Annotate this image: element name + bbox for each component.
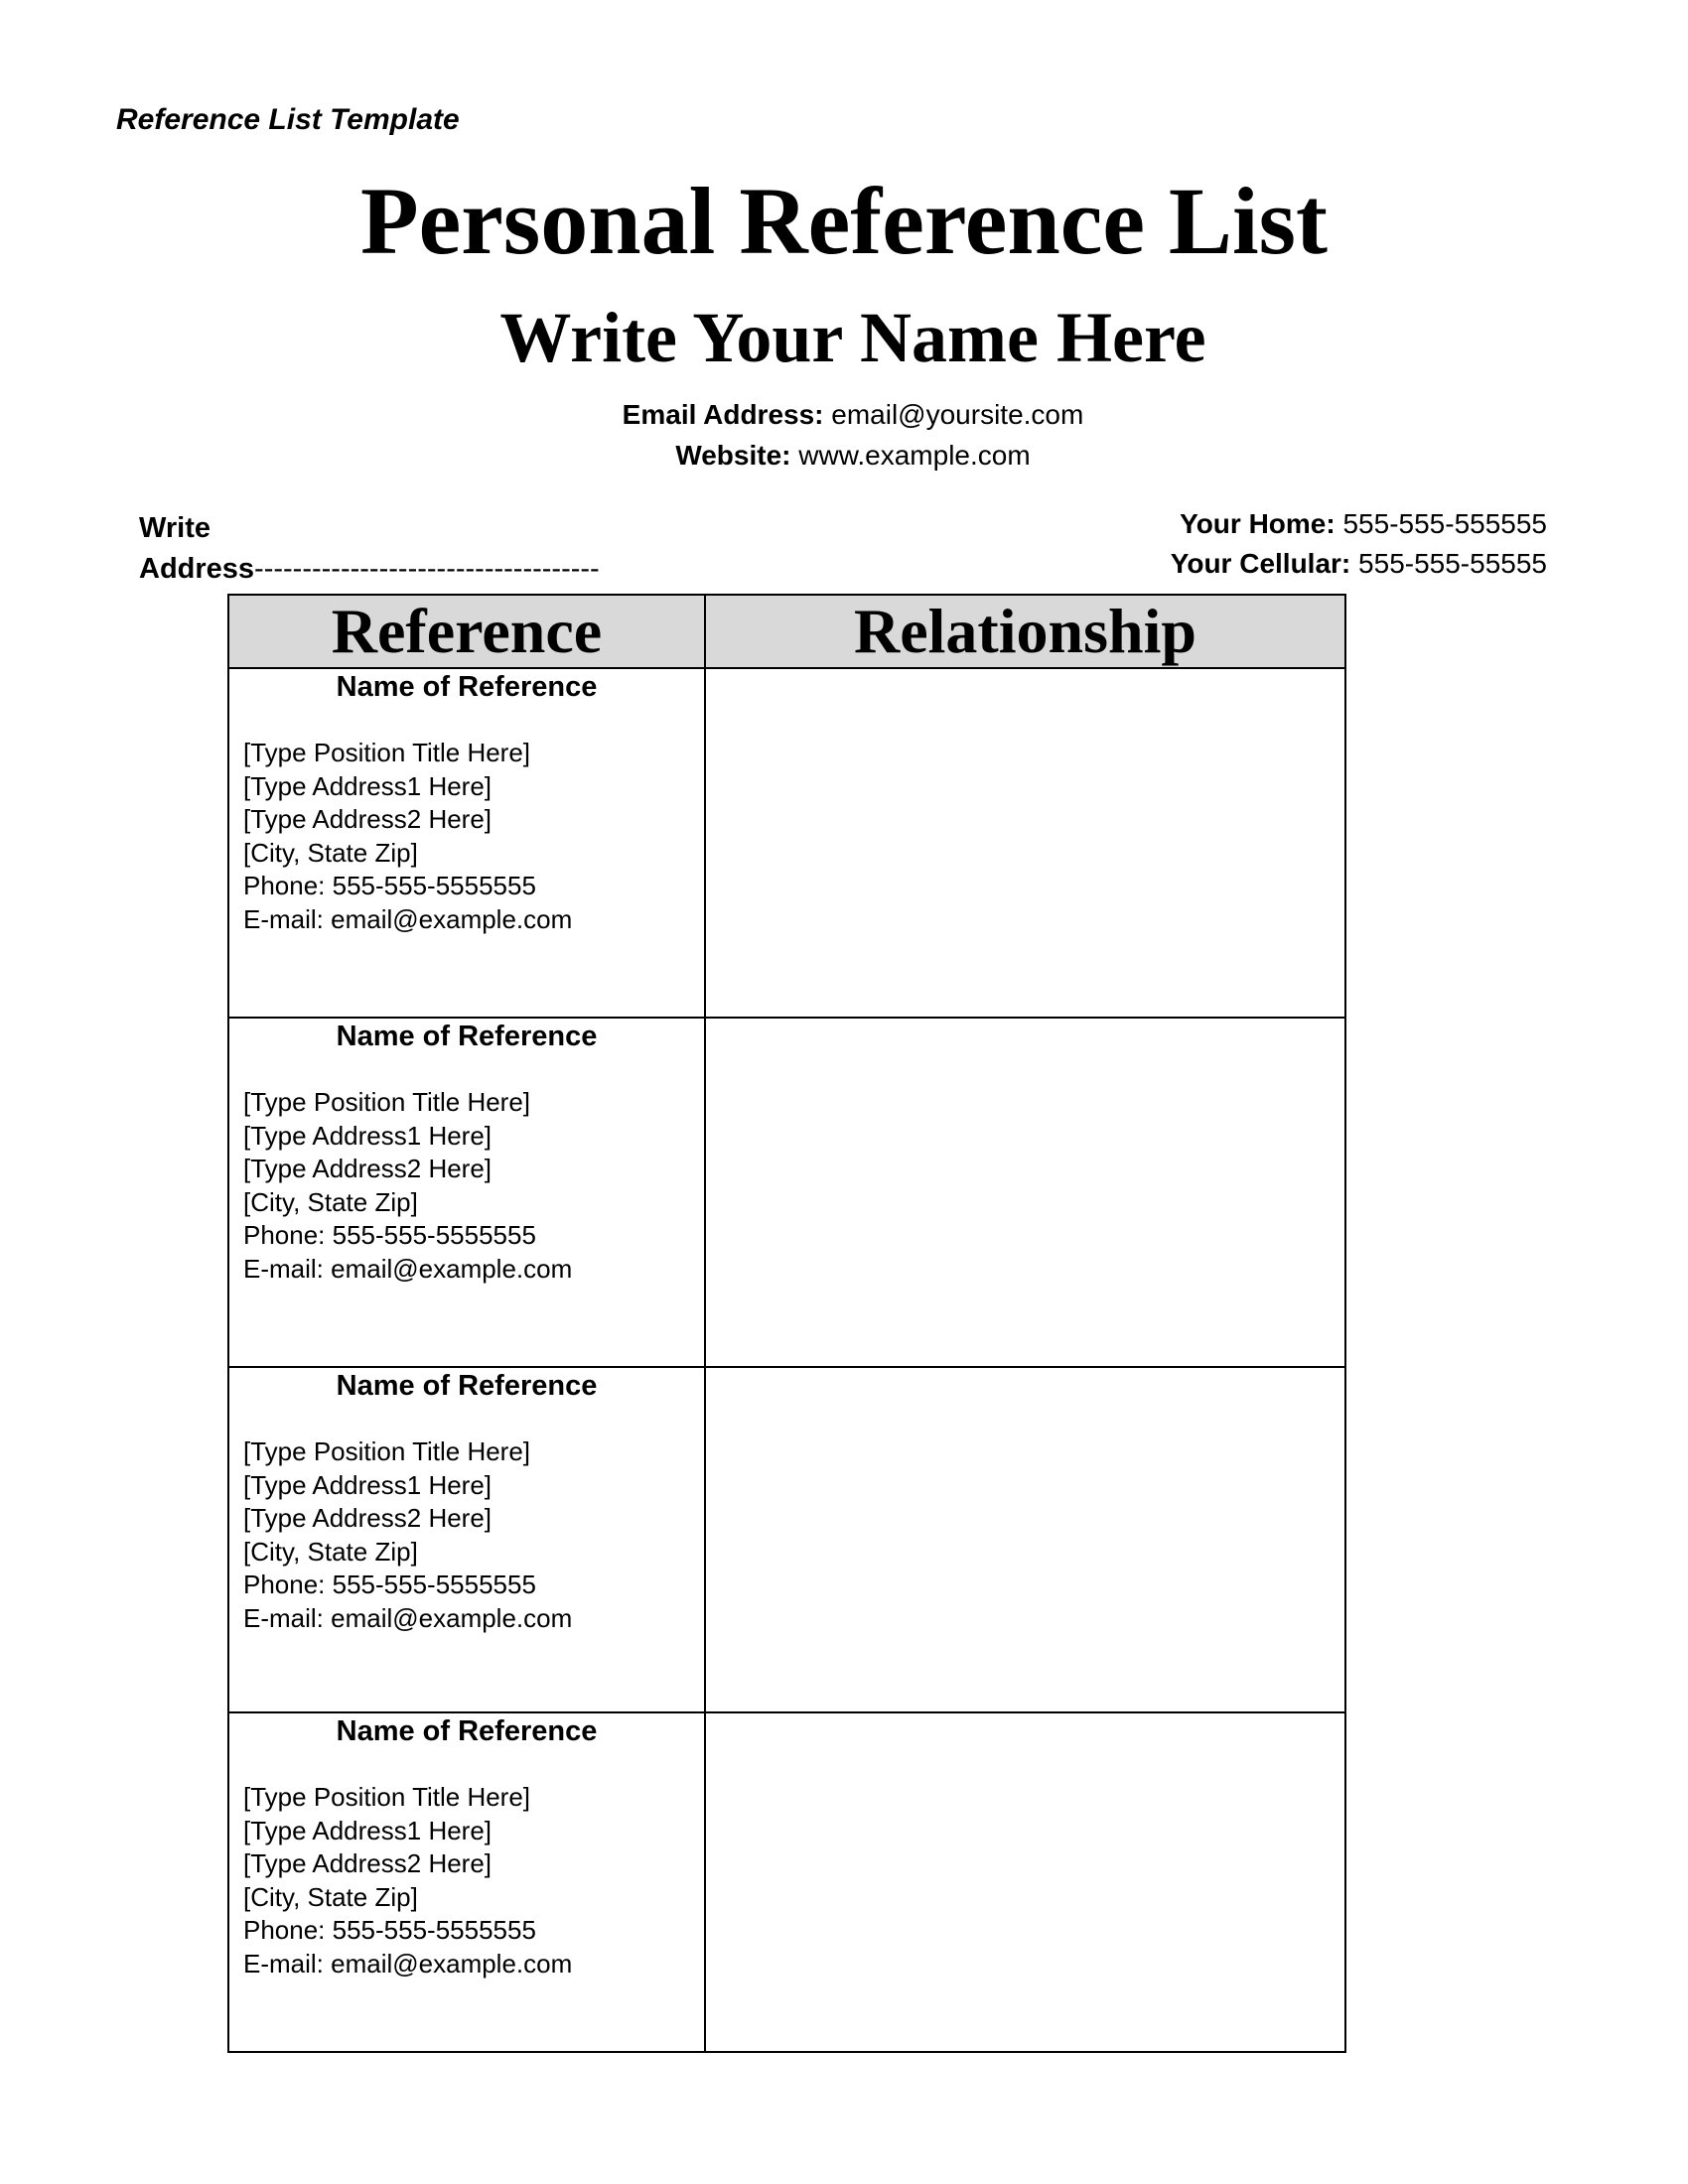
reference-name: Name of Reference: [336, 1370, 598, 1402]
reference-address2: [Type Address2 Here]: [243, 804, 492, 835]
reference-position: [Type Position Title Here]: [243, 1436, 531, 1466]
reference-address2: [Type Address2 Here]: [243, 1848, 492, 1879]
relationship-cell[interactable]: [705, 668, 1345, 1018]
reference-city: [City, State Zip]: [243, 1881, 418, 1912]
website-label: Website:: [675, 440, 791, 471]
address-label: Address: [139, 553, 255, 585]
reference-email: E-mail: email@example.com: [243, 1948, 573, 1979]
website-value: www.example.com: [798, 440, 1031, 471]
reference-city: [City, State Zip]: [243, 837, 418, 868]
reference-cell[interactable]: [228, 1367, 705, 1712]
home-phone-label: Your Home:: [1180, 508, 1336, 539]
reference-position: [Type Position Title Here]: [243, 738, 531, 767]
reference-address2: [Type Address2 Here]: [243, 1503, 492, 1534]
reference-table: [227, 594, 1346, 2053]
relationship-column-header: Relationship: [705, 595, 1345, 668]
email-line: [0, 397, 1688, 433]
reference-name: Name of Reference: [336, 1021, 598, 1052]
reference-city: [City, State Zip]: [243, 1536, 418, 1567]
applicant-name: Write Your Name Here: [499, 298, 1206, 377]
reference-email: E-mail: email@example.com: [243, 903, 573, 934]
reference-phone: Phone: 555-555-5555555: [243, 1220, 536, 1251]
reference-address1: [Type Address1 Here]: [243, 1815, 492, 1845]
address-dashes: ------------------------------------: [254, 553, 600, 585]
table-row: [228, 1018, 1345, 1367]
table-row: [228, 1712, 1345, 2052]
table-row: [228, 1367, 1345, 1712]
reference-email: E-mail: email@example.com: [243, 1253, 573, 1284]
reference-email: E-mail: email@example.com: [243, 1602, 573, 1633]
address-line-2: [139, 549, 600, 590]
document-label: Reference List Template: [116, 103, 460, 136]
page-title: Personal Reference List: [360, 168, 1328, 274]
cell-phone-line: [1171, 544, 1547, 584]
table-row: [228, 668, 1345, 1018]
cell-phone-value: 555-555-55555: [1358, 548, 1547, 579]
phone-block: [1171, 504, 1547, 584]
website-line: [0, 438, 1688, 474]
reference-column-header: Reference: [228, 595, 705, 668]
reference-phone: Phone: 555-555-5555555: [243, 1915, 536, 1946]
address-line-1: Write: [139, 512, 211, 544]
relationship-cell[interactable]: [705, 1018, 1345, 1367]
reference-position: [Type Position Title Here]: [243, 1782, 531, 1812]
email-label: Email Address:: [622, 399, 824, 430]
reference-city: [City, State Zip]: [243, 1186, 418, 1217]
reference-cell[interactable]: [228, 1018, 705, 1367]
reference-phone: Phone: 555-555-5555555: [243, 871, 536, 901]
reference-phone: Phone: 555-555-5555555: [243, 1570, 536, 1600]
cell-phone-label: Your Cellular:: [1170, 548, 1351, 579]
home-phone-value: 555-555-555555: [1342, 508, 1547, 539]
reference-cell[interactable]: [228, 668, 705, 1018]
reference-name: Name of Reference: [336, 1715, 598, 1747]
email-value: email@yoursite.com: [831, 399, 1084, 430]
relationship-cell[interactable]: [705, 1367, 1345, 1712]
home-phone-line: [1171, 504, 1547, 544]
reference-name: Name of Reference: [336, 671, 598, 703]
reference-cell[interactable]: [228, 1712, 705, 2052]
reference-address1: [Type Address1 Here]: [243, 1120, 492, 1151]
reference-address1: [Type Address1 Here]: [243, 1469, 492, 1500]
table-header-row: [228, 595, 1345, 668]
relationship-cell[interactable]: [705, 1712, 1345, 2052]
reference-position: [Type Position Title Here]: [243, 1087, 531, 1117]
reference-address1: [Type Address1 Here]: [243, 770, 492, 801]
reference-address2: [Type Address2 Here]: [243, 1154, 492, 1184]
address-block: [139, 508, 600, 590]
